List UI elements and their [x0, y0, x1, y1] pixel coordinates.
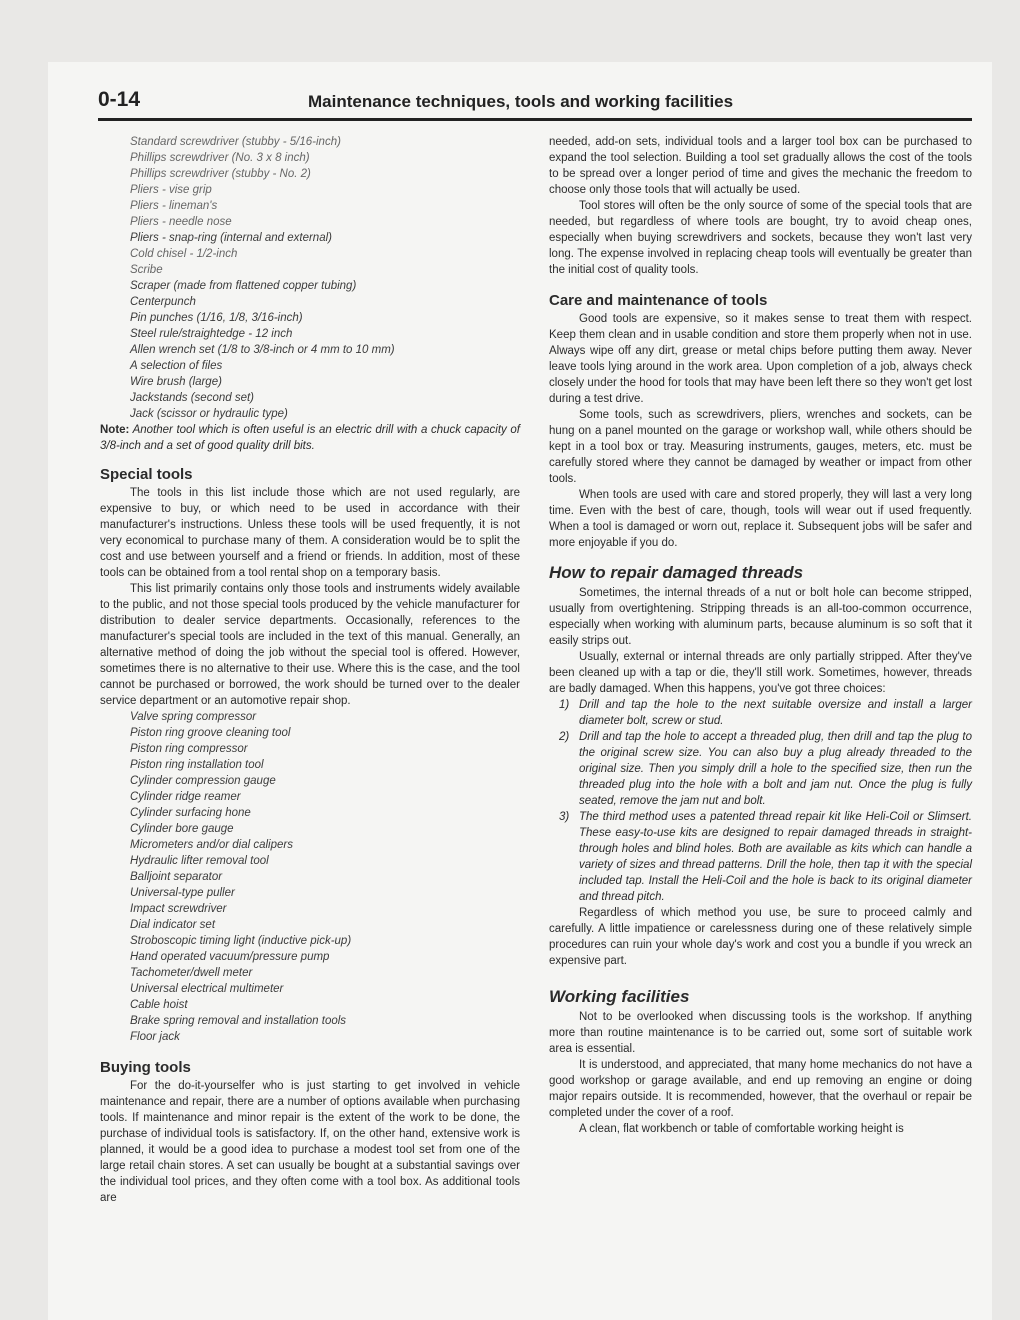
- page-number: 0-14: [98, 88, 141, 111]
- list-item: Cylinder bore gauge: [130, 823, 234, 835]
- page-title: Maintenance techniques, tools and working facilities: [308, 92, 734, 111]
- list-item: Piston ring compressor: [130, 743, 248, 755]
- list-item: Stroboscopic timing light (inductive pick-up): [130, 935, 352, 947]
- continued-paragraph-2: Tool stores will often be the only source of some of the special tools that are needed, but regardless of where tools are bought, try to avoid cheap ones, especially when buying screwdrivers and sockets, because they won't last very long. The expense involved in replacing cheap tools will eventually be greater than the initial cost of quality tools.: [549, 200, 972, 276]
- care-heading: Care and maintenance of tools: [549, 292, 768, 309]
- note-text: Another tool which is often useful is an electric drill with a chuck capacity of 3/8-inch and a set of good quality drill bits.: [100, 424, 520, 452]
- list-item: Brake spring removal and installation tools: [130, 1015, 347, 1027]
- list-item: Scribe: [130, 264, 163, 276]
- list-item: Floor jack: [130, 1031, 180, 1043]
- list-item: Piston ring groove cleaning tool: [130, 727, 291, 739]
- special-tools-list: [100, 709, 520, 1045]
- right-column: [549, 134, 972, 1137]
- list-item: Cable hoist: [130, 999, 188, 1011]
- list-item: A selection of files: [130, 360, 223, 372]
- care-paragraph-1: Good tools are expensive, so it makes sense to treat them with respect. Keep them clean and in usable condition and store them properly when not in use. Always wipe off any dirt, grease or metal chips before putting them away. Never leave tools lying around in the work area. Upon completion of a job, always check closely under the hood for tools that may have been left there so they won't get lost during a test drive.: [549, 313, 972, 405]
- note-label: Note:: [100, 424, 130, 436]
- list-item: Universal-type puller: [130, 887, 235, 899]
- list-item: Hydraulic lifter removal tool: [130, 855, 269, 867]
- list-item: Pliers - lineman's: [130, 200, 218, 212]
- list-item: Dial indicator set: [130, 919, 216, 931]
- list-item: Balljoint separator: [130, 871, 223, 883]
- list-item: Piston ring installation tool: [130, 759, 264, 771]
- threads-choices: [549, 697, 972, 905]
- list-item: Phillips screwdriver (No. 3 x 8 inch): [130, 152, 310, 164]
- care-paragraph-3: When tools are used with care and stored properly, they will last a very long time. Even with the best of care, though, tools will wear out if used frequently. When a tool is damaged or worn out, replace it. Subsequent jobs will be safer and more enjoyable if you do.: [549, 489, 972, 549]
- left-column: [100, 134, 520, 1206]
- list-item: Hand operated vacuum/pressure pump: [130, 951, 330, 963]
- list-item: Valve spring compressor: [130, 711, 257, 723]
- threads-paragraph-2: Usually, external or internal threads are only partially stripped. After they've been cleaned up with a tap or die, they'll still work. Sometimes, however, threads are badly damaged. When this happens, you've got three choices:: [549, 651, 972, 695]
- list-item: Micrometers and/or dial calipers: [130, 839, 293, 851]
- threads-heading: How to repair damaged threads: [549, 563, 804, 582]
- list-item: Steel rule/straightedge - 12 inch: [130, 328, 293, 340]
- choice-text: The third method uses a patented thread repair kit like Heli-Coil or Slimsert. These easy-to-use kits are designed to repair damaged threads in straight-through holes and blind holes. Both are available as kits which can handle a variety of sizes and thread patterns. Drill the hole, then tap it with the special included tap. Install the Heli-Coil and the hole is back to its original diameter and thread pitch.: [579, 811, 972, 903]
- buying-tools-heading: Buying tools: [100, 1059, 191, 1076]
- list-item: Phillips screwdriver (stubby - No. 2): [130, 168, 311, 180]
- list-item: Jackstands (second set): [130, 392, 255, 404]
- list-item: Wire brush (large): [130, 376, 222, 388]
- list-item: Pliers - vise grip: [130, 184, 212, 196]
- list-item: Standard screwdriver (stubby - 5/16-inch): [130, 136, 341, 148]
- list-item: Cylinder compression gauge: [130, 775, 276, 787]
- choice-text: Drill and tap the hole to accept a threaded plug, then drill and tap the plug to the original screw size. You can also buy a plug already threaded to the original size. Then you simply drill a hole to the specified size, then run the threaded plug into the hole with a bolt and jam nut. Once the plug is fully seated, remove the jam nut and bolt.: [579, 731, 972, 807]
- threads-paragraph-1: Sometimes, the internal threads of a nut or bolt hole can become stripped, usually from overtightening. Stripping threads is an all-too-common occurrence, especially when working with aluminum parts, because aluminum is so soft that it easily strips out.: [549, 587, 972, 647]
- buying-tools-paragraph: For the do-it-yourselfer who is just starting to get involved in vehicle maintenance and repair, there are a number of options available when purchasing tools. If maintenance and minor repair is the extent of the work to be done, the purchase of individual tools is satisfactory. If, on the other hand, extensive work is planned, it would be a good idea to purchase a modest tool set from one of the large retail chain stores. A set can usually be bought at a substantial savings over the individual tool prices, and they often come with a tool box. As additional tools are: [100, 1080, 520, 1204]
- working-paragraph-3: A clean, flat workbench or table of comfortable working height is: [579, 1123, 904, 1135]
- list-item: Cylinder surfacing hone: [130, 807, 251, 819]
- list-item: Universal electrical multimeter: [130, 983, 284, 995]
- choice-item: [549, 729, 972, 809]
- care-paragraph-2: Some tools, such as screwdrivers, pliers, wrenches and sockets, can be hung on a panel mounted on the garage or workshop wall, while others should be kept in a tool box or tray. Measuring instruments, gauges, meters, etc. must be carefully stored where they cannot be damaged by weather or impact from other tools.: [549, 409, 972, 485]
- choice-item: [549, 809, 972, 905]
- choice-text: Drill and tap the hole to the next suitable oversize and install a larger diameter bolt, screw or stud.: [579, 699, 972, 727]
- list-item: Pin punches (1/16, 1/8, 3/16-inch): [130, 312, 303, 324]
- working-paragraph-2: It is understood, and appreciated, that many home mechanics do not have a good workshop or garage available, and end up removing an engine or doing major repairs outside. It is recommended, however, that the overhaul or repair be completed under the cover of a roof.: [549, 1059, 972, 1119]
- choice-item: [549, 697, 972, 729]
- list-item: Allen wrench set (1/8 to 3/8-inch or 4 mm to 10 mm): [130, 344, 395, 356]
- tools-list: [100, 134, 520, 422]
- choice-number: 3): [559, 811, 570, 823]
- list-item: Cylinder ridge reamer: [130, 791, 241, 803]
- note: [100, 422, 520, 454]
- header-rule: [98, 118, 972, 121]
- choice-number: 2): [559, 731, 570, 743]
- threads-paragraph-3: Regardless of which method you use, be sure to proceed calmly and carefully. A little impatience or carelessness during one of these relatively simple procedures can ruin your whole day's work and cost you a bundle if you wreck an expensive part.: [549, 907, 972, 967]
- list-item: Pliers - snap-ring (internal and external): [130, 232, 332, 244]
- special-tools-heading: Special tools: [100, 466, 193, 483]
- choice-number: 1): [559, 699, 570, 711]
- list-item: Impact screwdriver: [130, 903, 227, 915]
- continued-paragraph-1: needed, add-on sets, individual tools and a larger tool box can be purchased to expand the tool selection. Building a tool set gradually allows the cost of the tools to be spread over a longer period of time and gives the mechanic the freedom to choose only those tools that will actually be used.: [549, 136, 972, 196]
- list-item: Tachometer/dwell meter: [130, 967, 253, 979]
- list-item: Cold chisel - 1/2-inch: [130, 248, 238, 260]
- list-item: Scraper (made from flattened copper tubing): [130, 280, 357, 292]
- list-item: Centerpunch: [130, 296, 196, 308]
- special-tools-paragraph-2: This list primarily contains only those tools and instruments widely available to the public, and not those special tools produced by the vehicle manufacturer for distribution to dealer service departments. Occasionally, references to the manufacturer's special tools are included in the text of this manual. Generally, an alternative method of doing the job without the special tool is offered. However, sometimes there is no alternative to their use. Where this is the case, and the tool cannot be purchased or borrowed, the work should be turned over to the dealer service department or an automotive repair shop.: [100, 583, 520, 707]
- working-facilities-heading: Working facilities: [549, 987, 690, 1006]
- working-paragraph-1: Not to be overlooked when discussing tools is the workshop. If anything more than routine maintenance is to be carried out, some sort of suitable work area is essential.: [549, 1011, 972, 1055]
- list-item: Pliers - needle nose: [130, 216, 232, 228]
- special-tools-paragraph-1: The tools in this list include those which are not used regularly, are expensive to buy, or which need to be used in accordance with their manufacturer's instructions. Unless these tools will be used frequently, it is not very economical to purchase many of them. A consideration would be to split the cost and use between yourself and a friend or friends. In addition, most of these tools can be obtained from a tool rental shop on a temporary basis.: [100, 487, 520, 579]
- list-item: Jack (scissor or hydraulic type): [130, 408, 288, 420]
